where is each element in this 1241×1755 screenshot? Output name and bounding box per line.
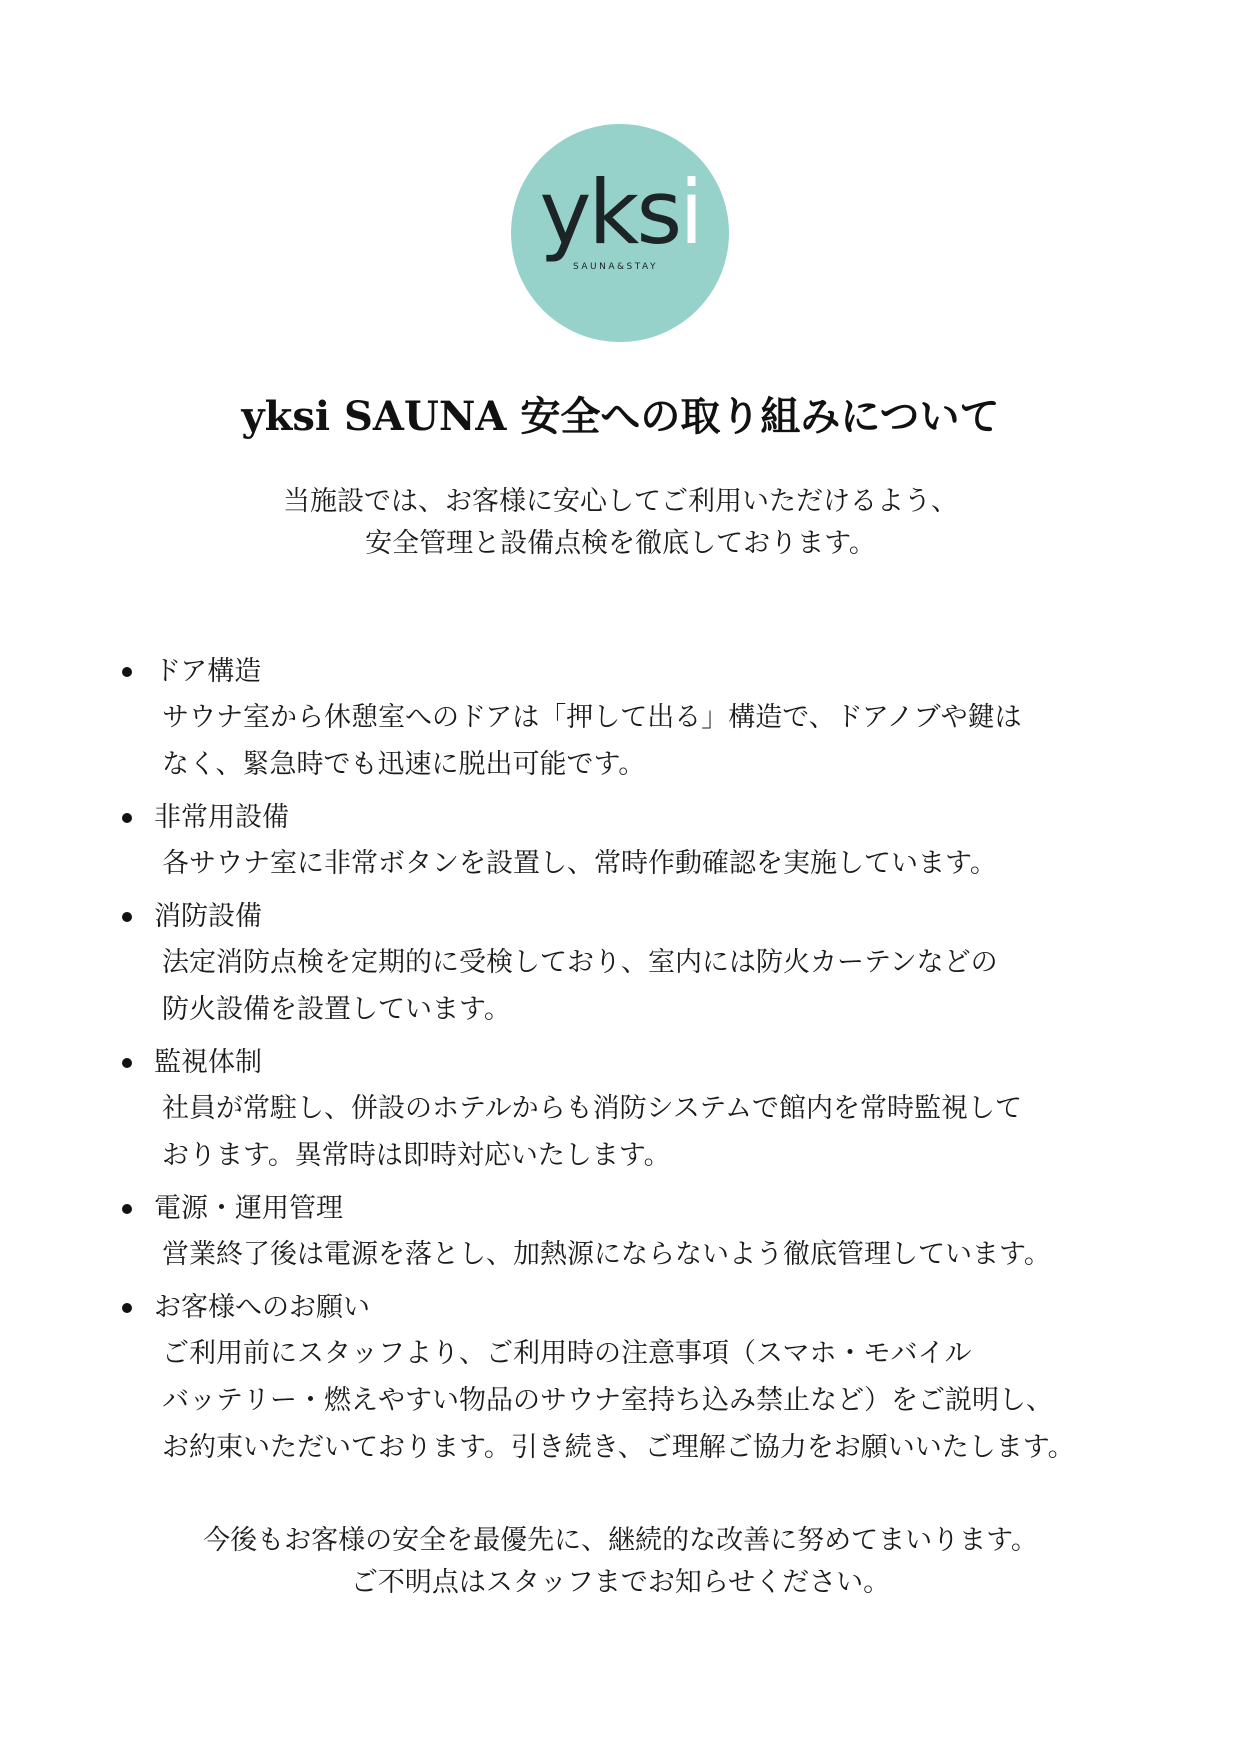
bullet-icon	[122, 813, 132, 823]
section-heading-row	[118, 1041, 1128, 1085]
section-monitoring	[118, 1041, 1128, 1179]
bullet-icon	[122, 912, 132, 922]
safety-sections	[118, 650, 1128, 1479]
section-heading-row	[118, 1286, 1128, 1330]
section-heading: 消防設備	[154, 901, 262, 932]
section-line: 営業終了後は電源を落とし、加熱源にならないよう徹底管理しています。	[162, 1239, 1051, 1270]
bullet-icon	[122, 1058, 132, 1068]
intro-text	[0, 481, 1241, 565]
section-emergency-equipment	[118, 796, 1128, 887]
section-heading-row	[118, 650, 1128, 694]
section-line: お約束いただいております。引き続き、ご理解ご協力をお願いいたします。	[162, 1432, 1075, 1463]
logo-wordmark	[511, 161, 729, 264]
yksi-logo	[511, 124, 729, 342]
closing-line: ご不明点はスタッフまでお知らせください。	[350, 1567, 891, 1598]
bullet-icon	[122, 667, 132, 677]
section-line: 防火設備を設置しています。	[162, 994, 511, 1025]
section-heading-row	[118, 895, 1128, 939]
section-power-management	[118, 1187, 1128, 1278]
section-heading: 非常用設備	[154, 802, 289, 833]
bullet-icon	[122, 1303, 132, 1313]
section-line: おります。異常時は即時対応いたします。	[162, 1140, 671, 1171]
section-line: バッテリー・燃えやすい物品のサウナ室持ち込み禁止など）をご説明し、	[162, 1385, 1053, 1416]
section-door-structure	[118, 650, 1128, 788]
section-heading-row	[118, 1187, 1128, 1231]
intro-line: 当施設では、お客様に安心してご利用いただけるよう、	[283, 486, 958, 517]
section-line: サウナ室から休憩室へのドアは「押して出る」構造で、ドアノブや鍵は	[162, 702, 1022, 733]
section-line: ご利用前にスタッフより、ご利用時の注意事項（スマホ・モバイル	[162, 1338, 972, 1369]
section-body	[118, 694, 1128, 788]
bullet-icon	[122, 1204, 132, 1214]
section-heading: 電源・運用管理	[154, 1193, 343, 1224]
section-heading: お客様へのお願い	[154, 1292, 370, 1323]
section-body	[118, 1330, 1128, 1471]
section-body	[118, 1231, 1128, 1278]
page-title: yksi SAUNA 安全への取り組みについて	[241, 393, 1000, 440]
section-fire-equipment	[118, 895, 1128, 1033]
closing-text	[0, 1520, 1241, 1604]
section-line: なく、緊急時でも迅速に脱出可能です。	[162, 749, 646, 780]
section-body	[118, 1085, 1128, 1179]
intro-line: 安全管理と設備点検を徹底しております。	[365, 528, 876, 559]
closing-line: 今後もお客様の安全を最優先に、継続的な改善に努めてまいります。	[203, 1525, 1038, 1556]
logo-word-main: yks	[539, 161, 680, 264]
section-body	[118, 840, 1128, 887]
section-body	[118, 939, 1128, 1033]
section-line: 各サウナ室に非常ボタンを設置し、常時作動確認を実施しています。	[162, 848, 997, 879]
section-heading: 監視体制	[154, 1047, 262, 1078]
section-heading-row	[118, 796, 1128, 840]
logo-word-accent: i	[679, 161, 701, 264]
section-line: 法定消防点検を定期的に受検しており、室内には防火カーテンなどの	[162, 947, 998, 978]
section-line: 社員が常駐し、併設のホテルからも消防システムで館内を常時監視して	[162, 1093, 1022, 1124]
section-customer-request	[118, 1286, 1128, 1471]
logo-tagline: SAUNA&STAY	[573, 262, 658, 272]
section-heading: ドア構造	[154, 656, 262, 687]
